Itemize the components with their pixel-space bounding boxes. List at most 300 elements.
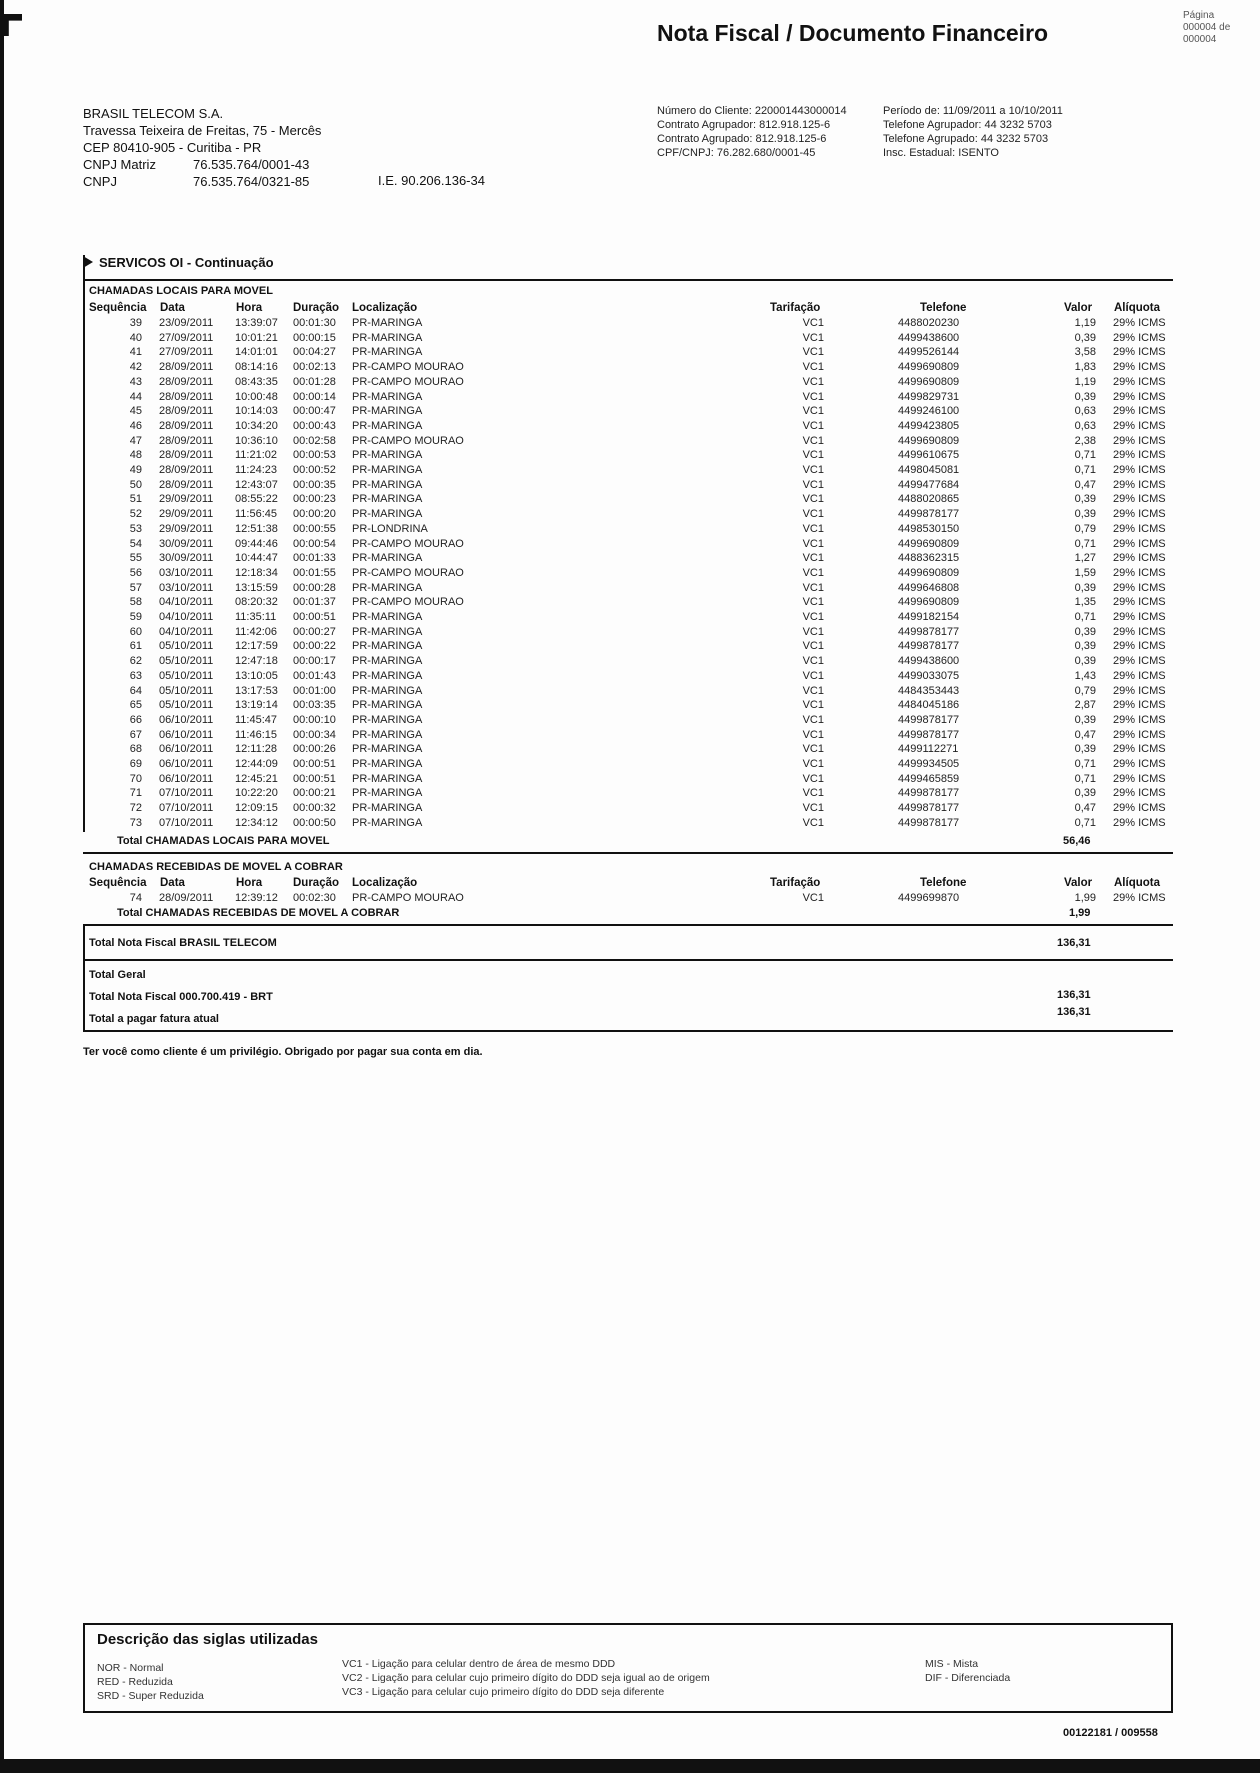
- group1-bottom-line: [83, 852, 1173, 854]
- group1-cell-duracao: 00:04:27: [293, 346, 336, 359]
- group1-cell-aliquota: 29% ICMS: [1113, 375, 1166, 388]
- group1-cell-local: PR-MARINGA: [352, 743, 423, 756]
- group1-cell-tarifacao: VC1: [802, 346, 824, 359]
- group1-cell-telefone: 4499690809: [898, 596, 960, 609]
- group1-cell-data: 23/09/2011: [159, 317, 214, 329]
- group1-cell-data: 28/09/2011: [159, 434, 214, 447]
- group1-cell-valor: 0,39: [1074, 581, 1096, 594]
- group1-cell-duracao: 00:00:51: [293, 611, 336, 623]
- group1-header-valor: Valor: [1064, 302, 1093, 314]
- group1-cell-telefone: 4488362315: [898, 552, 960, 565]
- group1-cell-valor: 1,27: [1074, 552, 1096, 565]
- group1-cell-hora: 12:34:12: [235, 816, 278, 829]
- group1-cell-telefone: 4499646808: [898, 581, 960, 594]
- cnpj-label: CNPJ: [83, 174, 117, 189]
- group1-cell-seq: 61: [129, 640, 142, 653]
- group1-cell-telefone: 4499182154: [898, 611, 960, 623]
- group1-cell-aliquota: 29% ICMS: [1113, 331, 1166, 344]
- group1-cell-local: PR-CAMPO MOURAO: [352, 361, 464, 374]
- document-title: Nota Fiscal / Documento Financeiro: [657, 20, 1049, 46]
- group1-cell-local: PR-MARINGA: [352, 493, 423, 506]
- group1-cell-telefone: 4499246100: [898, 405, 960, 418]
- group2-cell-aliquota: 29% ICMS: [1113, 892, 1166, 904]
- legend-col-2: [342, 1657, 710, 1699]
- group1-cell-seq: 50: [129, 478, 142, 491]
- group1-cell-telefone: 4499465859: [898, 772, 960, 785]
- group1-cell-seq: 46: [129, 419, 142, 432]
- cnpj-value: 76.535.764/0321-85: [193, 174, 310, 189]
- group1-cell-local: PR-MARINGA: [352, 655, 423, 668]
- group1-cell-data: 06/10/2011: [159, 758, 214, 770]
- group1-cell-data: 30/09/2011: [159, 537, 214, 550]
- group1-cell-tarifacao: VC1: [802, 317, 824, 329]
- group1-cell-aliquota: 29% ICMS: [1113, 361, 1166, 374]
- group1-cell-valor: 0,71: [1074, 758, 1096, 770]
- group2-cell-valor: 1,99: [1074, 892, 1096, 904]
- group1-cell-duracao: 00:03:35: [293, 699, 336, 712]
- client-number: Número do Cliente: 220001443000014: [657, 105, 847, 117]
- group1-cell-hora: 08:14:16: [235, 361, 278, 374]
- group1-cell-valor: 0,79: [1074, 522, 1096, 535]
- group2-header-valor: Valor: [1064, 877, 1093, 889]
- group1-cell-duracao: 00:00:51: [293, 772, 336, 785]
- group1-cell-aliquota: 29% ICMS: [1113, 464, 1166, 476]
- group1-cell-local: PR-MARINGA: [352, 625, 423, 638]
- group1-cell-hora: 12:17:59: [235, 640, 278, 653]
- frame-top-line: [83, 279, 1173, 281]
- group1-cell-duracao: 00:00:20: [293, 508, 336, 521]
- group2-header-local: Localização: [352, 877, 418, 889]
- group1-cell-local: PR-MARINGA: [352, 699, 423, 712]
- group1-cell-duracao: 00:00:22: [293, 640, 336, 653]
- group1-cell-valor: 0,71: [1074, 611, 1096, 623]
- cnpj-matriz-row: [83, 156, 321, 173]
- group1-cell-seq: 68: [129, 743, 142, 756]
- group1-cell-aliquota: 29% ICMS: [1113, 787, 1166, 800]
- group1-cell-hora: 12:43:07: [235, 478, 278, 491]
- group1-cell-local: PR-MARINGA: [352, 478, 423, 491]
- company-cep: CEP 80410-905 - Curitiba - PR: [83, 140, 262, 155]
- group1-cell-telefone: 4499934505: [898, 758, 960, 770]
- group1-cell-local: PR-MARINGA: [352, 816, 423, 829]
- group1-cell-hora: 12:51:38: [235, 522, 278, 535]
- telefone-agrupador: Telefone Agrupador: 44 3232 5703: [883, 119, 1052, 131]
- group1-cell-tarifacao: VC1: [802, 611, 824, 623]
- group1-cell-local: PR-MARINGA: [352, 713, 423, 726]
- group2-cell-duracao: 00:02:30: [293, 892, 336, 904]
- cnpj-matriz-label: CNPJ Matriz: [83, 157, 156, 172]
- legend-box: [83, 1623, 1173, 1713]
- group1-cell-valor: 0,47: [1074, 728, 1096, 741]
- group1-cell-seq: 49: [129, 464, 142, 476]
- group1-cell-seq: 72: [129, 802, 142, 815]
- group1-total-value: 56,46: [1063, 835, 1091, 847]
- group1-cell-hora: 11:21:02: [235, 449, 278, 462]
- group1-cell-tarifacao: VC1: [802, 596, 824, 609]
- legend-item: DIF - Diferenciada: [925, 1672, 1011, 1684]
- group1-cell-data: 28/09/2011: [159, 405, 214, 418]
- group1-cell-data: 04/10/2011: [159, 625, 214, 638]
- group2-cell-data: 28/09/2011: [159, 892, 214, 904]
- cnpj-row: [83, 173, 321, 190]
- thanks-message: Ter você como cliente é um privilégio. Obrigado por pagar sua conta em dia.: [83, 1046, 483, 1058]
- group1-cell-duracao: 00:00:10: [293, 713, 336, 726]
- group1-cell-local: PR-MARINGA: [352, 508, 423, 521]
- group1-cell-telefone: 4499878177: [898, 787, 960, 800]
- group1-cell-telefone: 4499690809: [898, 361, 960, 374]
- group1-cell-tarifacao: VC1: [802, 625, 824, 638]
- group1-cell-aliquota: 29% ICMS: [1113, 640, 1166, 653]
- group1-cell-local: PR-MARINGA: [352, 449, 423, 462]
- group1-header-hora: Hora: [236, 302, 263, 314]
- group1-cell-data: 05/10/2011: [159, 699, 214, 712]
- contrato-agrupado: Contrato Agrupado: 812.918.125-6: [657, 133, 827, 145]
- group1-cell-tarifacao: VC1: [802, 331, 824, 344]
- group2-total-value: 1,99: [1069, 907, 1091, 919]
- company-address: Travessa Teixeira de Freitas, 75 - Mercês: [83, 123, 322, 138]
- client-info-left: [657, 104, 847, 160]
- group1-cell-aliquota: 29% ICMS: [1113, 405, 1166, 418]
- group1-cell-tarifacao: VC1: [802, 802, 824, 815]
- group1-cell-tarifacao: VC1: [802, 537, 824, 550]
- group1-header-duracao: Duração: [293, 302, 340, 314]
- group1-cell-hora: 08:43:35: [235, 375, 278, 388]
- group1-cell-valor: 0,39: [1074, 390, 1096, 403]
- group1-cell-tarifacao: VC1: [802, 728, 824, 741]
- group1-cell-tarifacao: VC1: [802, 713, 824, 726]
- group1-cell-local: PR-CAMPO MOURAO: [352, 434, 464, 447]
- group1-cell-duracao: 00:01:33: [293, 552, 336, 565]
- telefone-agrupado: Telefone Agrupado: 44 3232 5703: [883, 133, 1049, 145]
- group1-cell-duracao: 00:00:28: [293, 581, 336, 594]
- group1-cell-aliquota: 29% ICMS: [1113, 317, 1166, 329]
- group1-cell-aliquota: 29% ICMS: [1113, 713, 1166, 726]
- page-label: Página: [1183, 10, 1215, 21]
- group1-cell-telefone: 4498530150: [898, 522, 960, 535]
- group1-cell-seq: 65: [129, 699, 142, 712]
- group1-cell-telefone: 4488020230: [898, 317, 960, 329]
- group1-cell-local: PR-MARINGA: [352, 405, 423, 418]
- group1-cell-valor: 0,71: [1074, 772, 1096, 785]
- group1-cell-valor: 1,43: [1074, 669, 1096, 682]
- group1-cell-tarifacao: VC1: [802, 493, 824, 506]
- group1-cell-duracao: 00:01:00: [293, 684, 336, 697]
- group1-header-aliquota: Alíquota: [1114, 302, 1160, 314]
- group1-cell-valor: 0,39: [1074, 713, 1096, 726]
- group1-cell-duracao: 00:00:53: [293, 449, 336, 462]
- group1-cell-hora: 13:17:53: [235, 684, 278, 697]
- group2-total-label: Total CHAMADAS RECEBIDAS DE MOVEL A COBRAR: [117, 907, 400, 919]
- group1-cell-tarifacao: VC1: [802, 375, 824, 388]
- group1-cell-seq: 44: [129, 390, 142, 403]
- group1-cell-tarifacao: VC1: [802, 699, 824, 712]
- group1-cell-data: 06/10/2011: [159, 772, 214, 785]
- group1-cell-tarifacao: VC1: [802, 743, 824, 756]
- group1-cell-valor: 0,71: [1074, 449, 1096, 462]
- section-title: SERVICOS OI - Continuação: [99, 255, 274, 270]
- group1-cell-valor: 0,39: [1074, 655, 1096, 668]
- group1-cell-duracao: 00:00:35: [293, 478, 336, 491]
- total-pagar-label: Total a pagar fatura atual: [89, 1013, 219, 1025]
- group1-cell-data: 06/10/2011: [159, 728, 214, 741]
- group1-cell-telefone: 4499878177: [898, 625, 960, 638]
- group1-cell-seq: 55: [129, 552, 142, 565]
- group1-cell-tarifacao: VC1: [802, 566, 824, 579]
- group1-cell-local: PR-MARINGA: [352, 772, 423, 785]
- group1-cell-aliquota: 29% ICMS: [1113, 772, 1166, 785]
- group1-cell-valor: 0,47: [1074, 802, 1096, 815]
- group1-cell-duracao: 00:00:15: [293, 331, 336, 344]
- group1-cell-valor: 3,58: [1074, 346, 1096, 359]
- group1-cell-data: 03/10/2011: [159, 566, 214, 579]
- group1-cell-local: PR-MARINGA: [352, 390, 423, 403]
- group2-cell-tarifacao: VC1: [802, 892, 824, 904]
- group1-cell-seq: 41: [129, 346, 142, 359]
- group1-cell-aliquota: 29% ICMS: [1113, 478, 1166, 491]
- nf-total-value: 136,31: [1057, 937, 1091, 949]
- scan-corner-mark: [0, 14, 22, 36]
- group1-cell-hora: 11:35:11: [235, 611, 277, 623]
- group1-cell-hora: 12:45:21: [235, 772, 278, 785]
- group1-cell-telefone: 4499878177: [898, 508, 960, 521]
- group1-cell-hora: 13:15:59: [235, 581, 278, 594]
- group1-cell-valor: 1,35: [1074, 596, 1096, 609]
- group1-cell-duracao: 00:00:54: [293, 537, 336, 550]
- group1-cell-valor: 0,39: [1074, 493, 1096, 506]
- page-of: 000004 de: [1183, 22, 1231, 33]
- group1-cell-data: 07/10/2011: [159, 787, 214, 800]
- group1-cell-hora: 13:10:05: [235, 669, 278, 682]
- group1-cell-local: PR-MARINGA: [352, 464, 423, 476]
- group1-cell-seq: 66: [129, 713, 142, 726]
- legend-item: VC1 - Ligação para celular dentro de área de mesmo DDD: [342, 1658, 616, 1670]
- billing-period: Período de: 11/09/2011 a 10/10/2011: [883, 105, 1063, 117]
- group1-cell-data: 29/09/2011: [159, 508, 214, 521]
- group1-cell-telefone: 4499690809: [898, 566, 960, 579]
- group1-cell-valor: 0,39: [1074, 640, 1096, 653]
- group1-cell-aliquota: 29% ICMS: [1113, 816, 1166, 829]
- group1-cell-valor: 0,39: [1074, 743, 1096, 756]
- group1-cell-tarifacao: VC1: [802, 581, 824, 594]
- group1-cell-aliquota: 29% ICMS: [1113, 508, 1166, 521]
- group1-cell-duracao: 00:01:37: [293, 596, 336, 609]
- group1-cell-valor: 1,83: [1074, 361, 1096, 374]
- group1-cell-seq: 63: [129, 669, 142, 682]
- group1-cell-hora: 11:45:47: [235, 713, 278, 726]
- legend-item: VC3 - Ligação para celular cujo primeiro dígito do DDD seja diferente: [342, 1686, 665, 1698]
- group1-cell-local: PR-MARINGA: [352, 419, 423, 432]
- legend-item: RED - Reduzida: [97, 1676, 173, 1688]
- group1-cell-aliquota: 29% ICMS: [1113, 699, 1166, 712]
- group1-cell-local: PR-CAMPO MOURAO: [352, 566, 464, 579]
- group1-cell-valor: 0,71: [1074, 816, 1096, 829]
- group2-cell-hora: 12:39:12: [235, 892, 278, 904]
- group1-cell-duracao: 00:02:13: [293, 361, 336, 374]
- group1-cell-telefone: 4499438600: [898, 331, 960, 344]
- group1-cell-telefone: 4484045186: [898, 699, 960, 712]
- group1-cell-tarifacao: VC1: [802, 640, 824, 653]
- group1-cell-local: PR-MARINGA: [352, 317, 423, 329]
- group1-cell-telefone: 4488020865: [898, 493, 960, 506]
- group1-cell-hora: 11:24:23: [235, 464, 278, 476]
- group1-cell-duracao: 00:00:17: [293, 655, 336, 668]
- group1-cell-data: 30/09/2011: [159, 552, 214, 565]
- group1-cell-tarifacao: VC1: [802, 787, 824, 800]
- group1-cell-tarifacao: VC1: [802, 419, 824, 432]
- group1-cell-aliquota: 29% ICMS: [1113, 390, 1166, 403]
- group1-cell-duracao: 00:00:21: [293, 787, 336, 800]
- group1-cell-tarifacao: VC1: [802, 434, 824, 447]
- group1-cell-telefone: 4499690809: [898, 537, 960, 550]
- group1-cell-local: PR-MARINGA: [352, 684, 423, 697]
- group1-cell-tarifacao: VC1: [802, 405, 824, 418]
- group1-cell-telefone: 4499112271: [898, 743, 959, 756]
- group2-header-data: Data: [160, 877, 185, 889]
- group1-cell-hora: 12:44:09: [235, 758, 278, 770]
- group1-cell-telefone: 4499690809: [898, 434, 960, 447]
- group2-header-telefone: Telefone: [920, 877, 967, 889]
- group1-cell-valor: 1,19: [1074, 317, 1096, 329]
- group1-cell-duracao: 00:00:26: [293, 743, 336, 756]
- group1-cell-hora: 12:18:34: [235, 566, 278, 579]
- group1-cell-tarifacao: VC1: [802, 552, 824, 565]
- group1-cell-seq: 73: [129, 816, 142, 829]
- group1-cell-aliquota: 29% ICMS: [1113, 669, 1166, 682]
- group2-bottom-line: [83, 924, 1173, 926]
- group1-cell-data: 06/10/2011: [159, 713, 214, 726]
- group1-cell-aliquota: 29% ICMS: [1113, 655, 1166, 668]
- group1-cell-local: PR-CAMPO MOURAO: [352, 596, 464, 609]
- group1-cell-telefone: 4499477684: [898, 478, 960, 491]
- group1-cell-duracao: 00:00:52: [293, 464, 336, 476]
- group1-cell-aliquota: 29% ICMS: [1113, 419, 1166, 432]
- group1-header-data: Data: [160, 302, 185, 314]
- group1-cell-aliquota: 29% ICMS: [1113, 522, 1166, 535]
- group1-cell-seq: 48: [129, 449, 142, 462]
- group1-cell-aliquota: 29% ICMS: [1113, 596, 1166, 609]
- group2-header-seq: Sequência: [89, 877, 147, 889]
- group1-cell-data: 28/09/2011: [159, 361, 214, 374]
- group1-cell-hora: 10:36:10: [235, 434, 278, 447]
- group1-cell-valor: 0,39: [1074, 625, 1096, 638]
- group1-cell-aliquota: 29% ICMS: [1113, 581, 1166, 594]
- group1-cell-seq: 69: [129, 758, 142, 770]
- group1-header-seq: Sequência: [89, 302, 147, 314]
- group1-cell-tarifacao: VC1: [802, 758, 824, 770]
- group1-cell-tarifacao: VC1: [802, 464, 824, 476]
- group1-cell-seq: 60: [129, 625, 142, 638]
- group2-cell-seq: 74: [129, 892, 142, 904]
- group1-cell-data: 04/10/2011: [159, 596, 214, 609]
- nf2-total-label: Total Nota Fiscal 000.700.419 - BRT: [89, 991, 273, 1003]
- group1-cell-tarifacao: VC1: [802, 449, 824, 462]
- group1-cell-data: 28/09/2011: [159, 449, 214, 462]
- group1-cell-aliquota: 29% ICMS: [1113, 728, 1166, 741]
- group1-cell-telefone: 4499526144: [898, 346, 960, 359]
- client-cpf: CPF/CNPJ: 76.282.680/0001-45: [657, 147, 816, 159]
- group1-cell-data: 03/10/2011: [159, 581, 214, 594]
- scan-bottom-edge: [0, 1759, 1260, 1773]
- group1-cell-valor: 0,39: [1074, 787, 1096, 800]
- frame-left-line-2: [83, 924, 85, 962]
- legend-col-1: [97, 1661, 204, 1703]
- group1-cell-data: 28/09/2011: [159, 464, 214, 476]
- group1-cell-tarifacao: VC1: [802, 508, 824, 521]
- group1-cell-duracao: 00:00:43: [293, 419, 336, 432]
- group1-cell-local: PR-MARINGA: [352, 331, 423, 344]
- group1-cell-local: PR-MARINGA: [352, 346, 423, 359]
- group1-cell-seq: 71: [129, 787, 142, 800]
- group1-header-local: Localização: [352, 302, 418, 314]
- group1-cell-hora: 12:11:28: [235, 743, 278, 756]
- group1-cell-valor: 0,39: [1074, 508, 1096, 521]
- group1-header-telefone: Telefone: [920, 302, 967, 314]
- group1-cell-data: 05/10/2011: [159, 655, 214, 668]
- frame-left-line-1: [83, 255, 85, 832]
- group1-cell-seq: 45: [129, 405, 142, 418]
- group1-cell-local: PR-MARINGA: [352, 787, 423, 800]
- group1-cell-telefone: 4499878177: [898, 713, 960, 726]
- group1-cell-data: 06/10/2011: [159, 743, 214, 756]
- group1-cell-seq: 57: [129, 581, 142, 594]
- group1-cell-seq: 53: [129, 522, 142, 535]
- group1-cell-local: PR-MARINGA: [352, 611, 423, 623]
- nf-bottom-line: [83, 959, 1173, 961]
- group1-cell-local: PR-MARINGA: [352, 669, 423, 682]
- group1-cell-seq: 67: [129, 728, 142, 741]
- group1-cell-valor: 2,87: [1074, 699, 1096, 712]
- legend-item: VC2 - Ligação para celular cujo primeiro dígito do DDD seja igual ao de origem: [342, 1672, 710, 1684]
- group1-cell-valor: 1,19: [1074, 375, 1096, 388]
- page-total: 000004: [1183, 34, 1217, 45]
- group1-cell-valor: 0,39: [1074, 331, 1096, 344]
- group1-cell-duracao: 00:01:55: [293, 566, 336, 579]
- group1-cell-telefone: 4498045081: [898, 464, 960, 476]
- group1-cell-hora: 14:01:01: [235, 346, 278, 359]
- group1-cell-seq: 39: [129, 317, 142, 329]
- group1-cell-local: PR-LONDRINA: [352, 522, 428, 535]
- group1-cell-duracao: 00:00:32: [293, 802, 336, 815]
- totals-bottom-line: [83, 1030, 1173, 1032]
- group1-cell-data: 28/09/2011: [159, 478, 214, 491]
- company-name: BRASIL TELECOM S.A.: [83, 106, 224, 121]
- group1-cell-telefone: 4499033075: [898, 669, 960, 682]
- page-indicator: [1183, 10, 1230, 46]
- group1-cell-valor: 0,71: [1074, 537, 1096, 550]
- group1-cell-seq: 59: [129, 611, 142, 623]
- group1-cell-telefone: 4499878177: [898, 728, 960, 741]
- scan-left-edge: [0, 0, 4, 1773]
- group1-cell-valor: 0,63: [1074, 419, 1096, 432]
- group1-header-tarifacao: Tarifação: [770, 302, 821, 314]
- group2-cell-telefone: 4499699870: [898, 892, 960, 904]
- group1-cell-seq: 51: [129, 493, 142, 506]
- group1-cell-valor: 0,71: [1074, 464, 1096, 476]
- group1-cell-data: 05/10/2011: [159, 640, 214, 653]
- group1-cell-seq: 56: [129, 566, 142, 579]
- group1-cell-seq: 52: [129, 508, 142, 521]
- group1-cell-data: 28/09/2011: [159, 419, 214, 432]
- group1-cell-duracao: 00:00:51: [293, 758, 336, 770]
- group1-cell-tarifacao: VC1: [802, 669, 824, 682]
- client-info-right: [883, 104, 1063, 160]
- legend-title: Descrição das siglas utilizadas: [97, 1631, 318, 1648]
- group1-cell-data: 07/10/2011: [159, 802, 214, 815]
- group1-cell-data: 28/09/2011: [159, 375, 214, 388]
- group1-cell-seq: 42: [129, 361, 142, 374]
- group1-cell-seq: 64: [129, 684, 142, 697]
- group1-cell-tarifacao: VC1: [802, 772, 824, 785]
